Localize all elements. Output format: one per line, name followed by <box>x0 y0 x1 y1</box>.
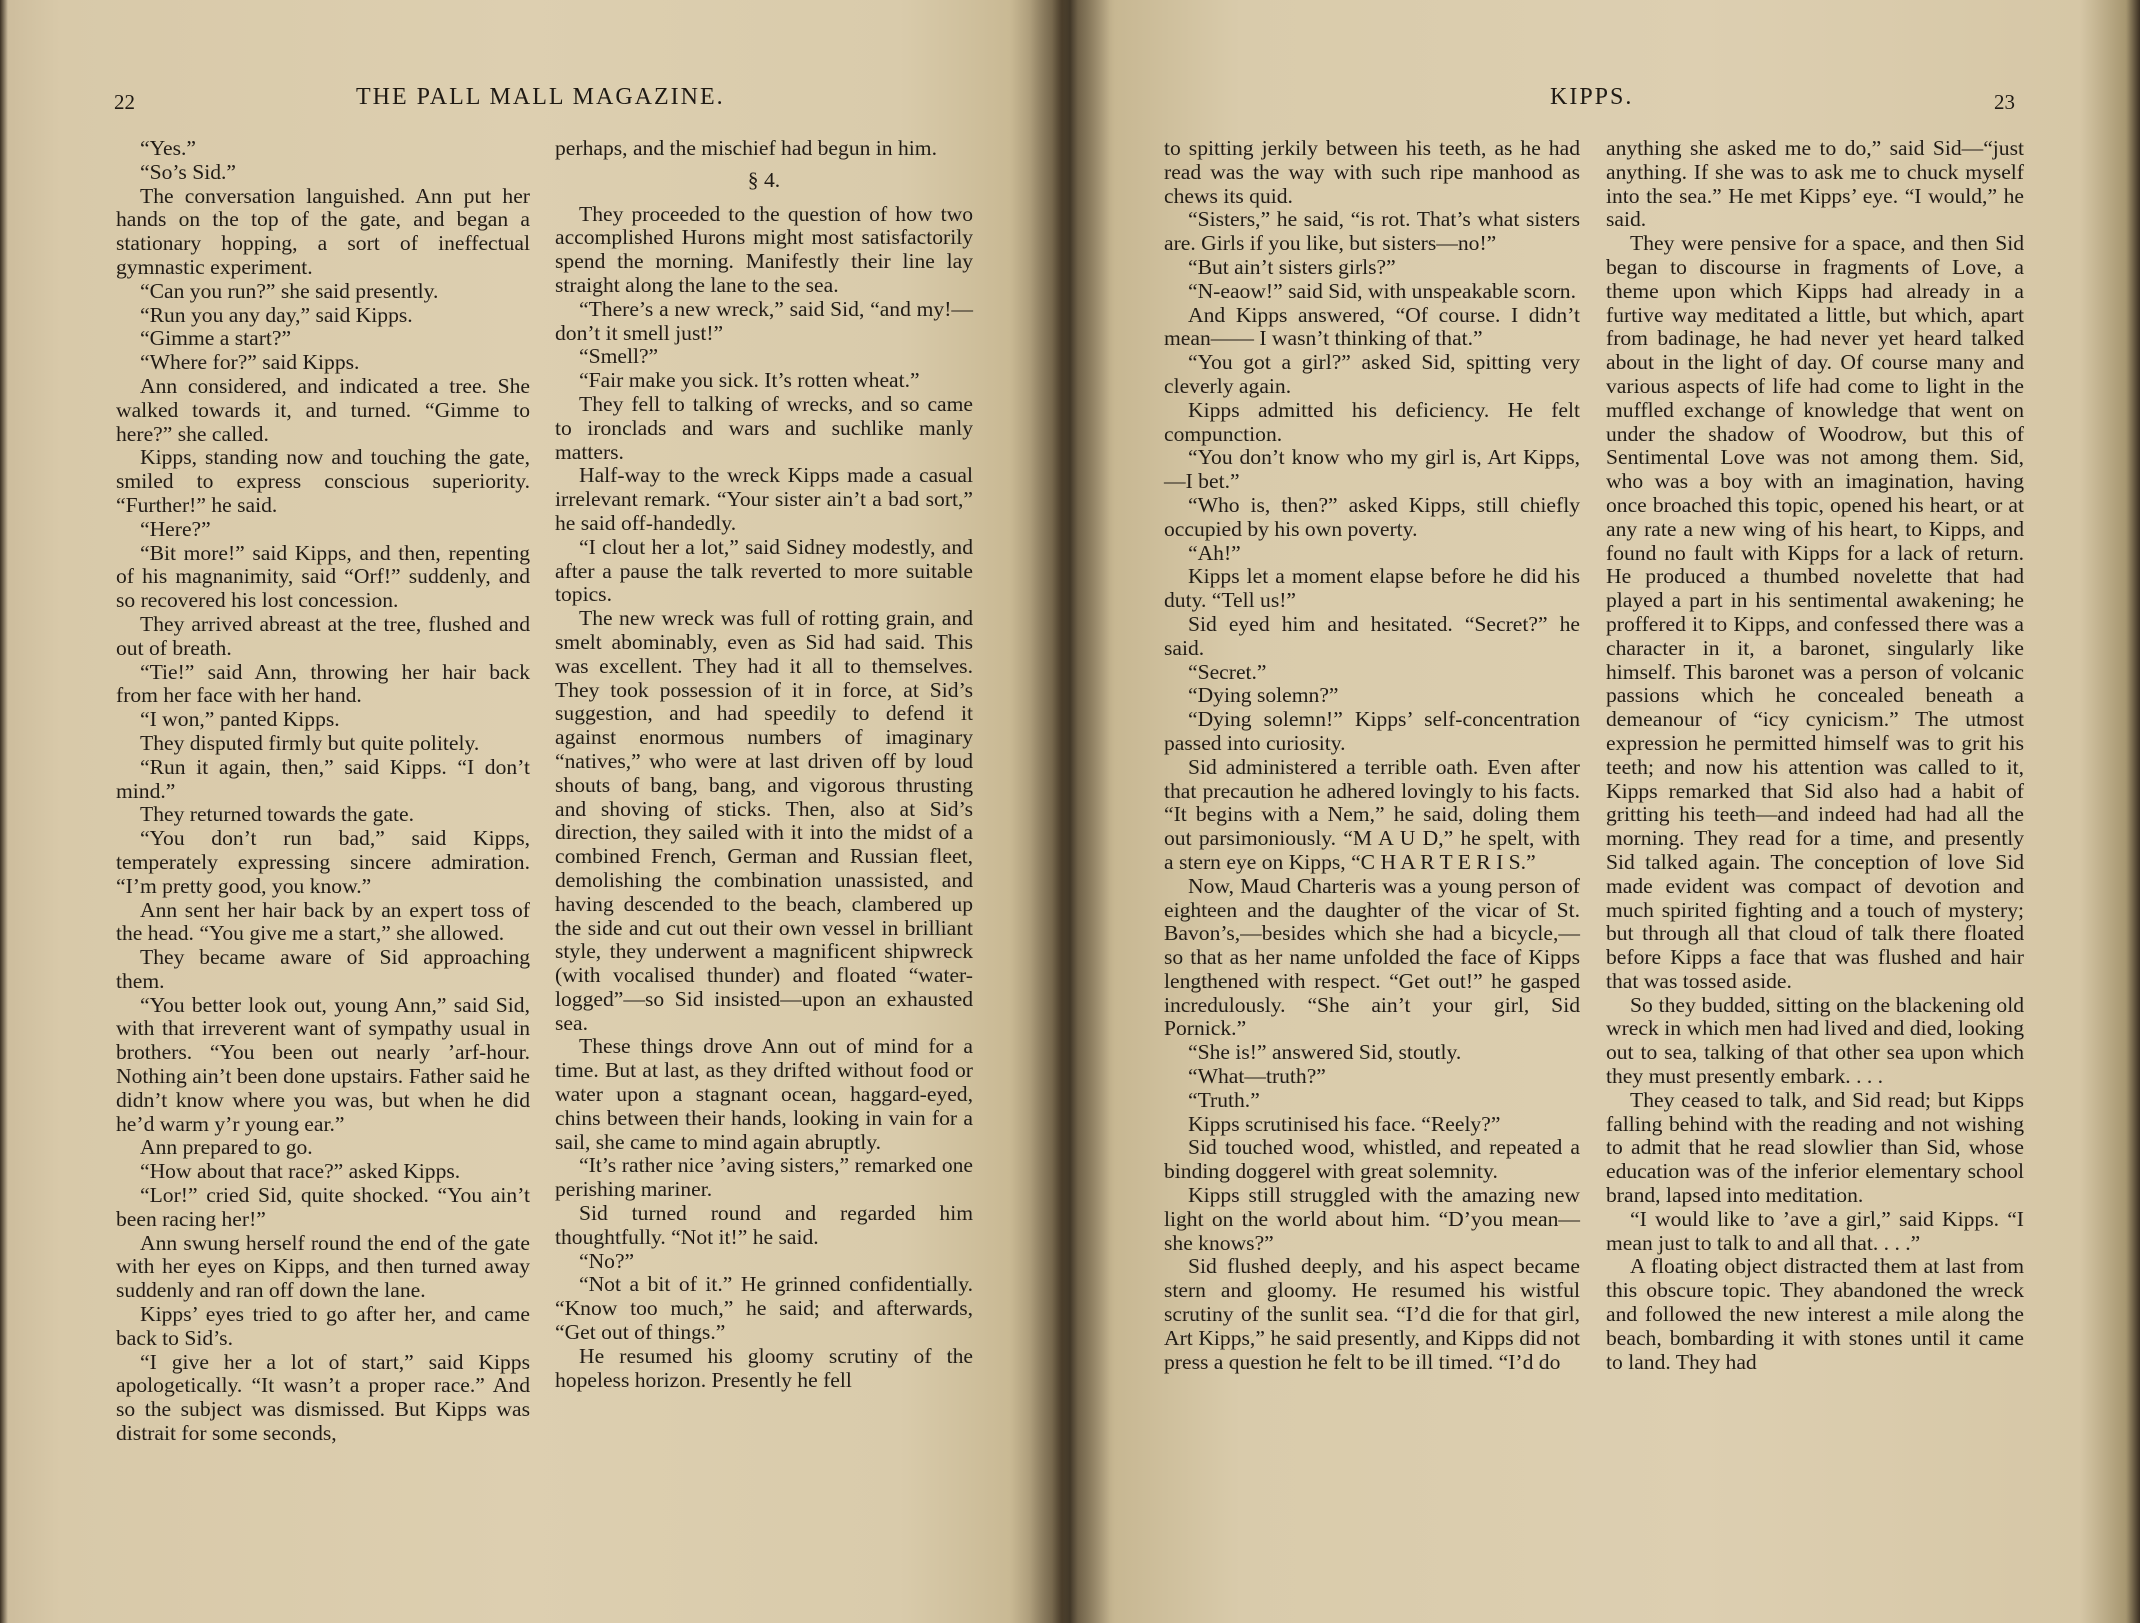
paragraph: “So’s Sid.” <box>140 159 236 184</box>
left-col1-paragraphs <box>116 137 530 1446</box>
paragraph: Kipps still struggled with the amazing new light on the world about him. “D’you mean—she knows?” <box>1164 1183 1580 1255</box>
paragraph: “I would like to ’ave a girl,” said Kipps. “I mean just to talk to and all that. . . .” <box>1606 1206 2024 1255</box>
paragraph: They were pensive for a space, and then Sid began to discourse in fragments of Love, a theme upon which Kipps had already in a furtive way meditated a little, but which, apart from badinage, he had never yet heard talked about in the light of day. Of course many and various aspects of life had come to light in the muffled exchange of knowledge that went on under the shadow of Woodrow, but this of Sentimental Love was not among them. Sid, who was a boy with an imagination, having once broached this topic, opened his heart, or at any rate a new wing of his heart, to Kipps, and found no fault with Kipps for a lack of return. He produced a thumbed novelette that had played a part in his sentimental awakening; he proffered it to Kipps, and confessed there was a character in it, a baronet, singularly like himself. This baronet was a person of volcanic passions which he concealed beneath a demeanour of “icy cynicism.” The utmost expression he permitted himself was to grit his teeth; and now his attention was called to it, Kipps remarked that Sid also had a habit of gritting his teeth—and indeed had had all the morning. They read for a time, and presently Sid talked again. The conception of love Sid made evident was compact of devotion and much spirited fighting and a touch of mystery; but through all that cloud of talk there floated before Kipps a face that was flushed and hair that was tossed aside. <box>1606 231 2024 993</box>
paragraph: These things drove Ann out of mind for a time. But at last, as they drifted without food or water upon a stagnant ocean, haggard-eyed, chins between their hands, looking in vain for a sail, she came to mind again abruptly. <box>555 1034 973 1154</box>
paragraph: “Not a bit of it.” He grinned confidentially. “Know too much,” he said; and afterwards, “Get out of things.” <box>555 1272 973 1345</box>
paragraph: “Can you run?” she said presently. <box>140 278 439 303</box>
paragraph: “Where for?” said Kipps. <box>140 350 360 375</box>
paragraph: A floating object distracted them at last from this obscure topic. They abandoned the wreck and followed the new interest a mile along the beach, bombarding it with stones until it came to land. They had <box>1606 1254 2024 1374</box>
right-page <box>1064 0 2140 1623</box>
paragraph: “Dying solemn?” <box>1188 683 1339 708</box>
paragraph: Kipps admitted his deficiency. He felt compunction. <box>1164 397 1580 446</box>
paragraph: Kipps scrutinised his face. “Reely?” <box>1188 1111 1501 1136</box>
paragraph: Ann sent her hair back by an expert toss of the head. “You give me a start,” she allowed. <box>116 897 530 946</box>
paragraph: “How about that race?” asked Kipps. <box>140 1159 461 1184</box>
paragraph: “Run it again, then,” said Kipps. “I don’t mind.” <box>116 754 530 803</box>
paragraph: “Who is, then?” asked Kipps, still chiefly occupied by his own poverty. <box>1164 492 1580 541</box>
paragraph: “She is!” answered Sid, stoutly. <box>1188 1040 1462 1065</box>
paragraph: “Bit more!” said Kipps, and then, repenting of his magnanimity, said “Orf!” suddenly, and so recovered his lost concession. <box>116 540 530 613</box>
right-col2-paragraphs <box>1606 232 2024 1374</box>
paragraph: And Kipps answered, “Of course. I didn’t mean—— I wasn’t thinking of that.” <box>1164 302 1580 351</box>
paragraph: “N-eaow!” said Sid, with unspeakable scorn. <box>1188 278 1576 303</box>
paragraph: They disputed firmly but quite politely. <box>140 730 480 755</box>
paragraph: “Truth.” <box>1188 1087 1260 1112</box>
right-running-head: KIPPS. <box>1550 84 1634 110</box>
paragraph: “You got a girl?” asked Sid, spitting very cleverly again. <box>1164 350 1580 398</box>
paragraph: So they budded, sitting on the blackening old wreck in which men had lived and died, looking out to sea, talking of that other sea upon which they must presently embark. . . . <box>1606 992 2024 1089</box>
paragraph: The new wreck was full of rotting grain, and smelt abominably, even as Sid had said. This was excellent. They had it all to themselves. They took possession of it in force, at Sid’s suggestion, and had speedily to defend it against enormous numbers of imaginary “natives,” who were at last driven off by loud shouts of bang, bang, and vigorous thrusting and shoving of sticks. Then, also at Sid’s direction, they sailed with it into the midst of a combined French, German and Russian fleet, demolishing the combination unassisted, and having descended to the beach, clambered up the side and cut out their own vessel in brilliant style, they underwent a magnificent shipwreck (with vocalised thunder) and floated “water-logged”—so Sid insisted—upon an exhausted sea. <box>555 606 973 1035</box>
paragraph: Now, Maud Charteris was a young person of eighteen and the daughter of the vicar of St. Bavon’s,—besides which she had a bicycle,—so that as her name unfolded the face of Kipps lengthened with respect. “Get out!” he gasped incredulously. “She ain’t your girl, Sid Pornick.” <box>1164 873 1580 1041</box>
left-column-1 <box>116 137 530 1446</box>
left-page <box>0 0 1060 1623</box>
paragraph: They arrived abreast at the tree, flushed and out of breath. <box>116 611 530 660</box>
left-column-2 <box>555 137 973 1392</box>
right-page-number: 23 <box>1994 90 2015 114</box>
paragraph: “I won,” panted Kipps. <box>140 707 340 732</box>
paragraph: “There’s a new wreck,” said Sid, “and my!—don’t it smell just!” <box>555 296 973 345</box>
paragraph: Sid administered a terrible oath. Even after that precaution he adhered lovingly to his facts. “It begins with a Nem,” he said, doling them out parsimoniously. “M A U D,” he spelt, with a stern eye on Kipps, “C H A R T E R I S.” <box>1164 754 1580 874</box>
right-col1-paragraphs <box>1164 208 1580 1374</box>
paragraph: They proceeded to the question of how two accomplished Hurons might most satisfactorily spend the morning. Manifestly their line lay straight along the lane to the sea. <box>555 201 973 297</box>
paragraph: “I give her a lot of start,” said Kipps apologetically. “It wasn’t a proper race.” And so the subject was dismissed. But Kipps was distrait for some seconds, <box>116 1349 530 1446</box>
paragraph: “Secret.” <box>1188 659 1267 684</box>
paragraph: “But ain’t sisters girls?” <box>1188 254 1396 279</box>
paragraph: “Lor!” cried Sid, quite shocked. “You ain’t been racing her!” <box>116 1183 530 1231</box>
section-mark: § 4. <box>747 167 781 192</box>
paragraph: They returned towards the gate. <box>140 802 415 827</box>
paragraph: “You don’t run bad,” said Kipps, temperately expressing sincere admiration. “I’m pretty good, you know.” <box>116 826 530 898</box>
paragraph: Ann prepared to go. <box>140 1135 313 1160</box>
paragraph: “No?” <box>579 1248 635 1273</box>
paragraph: “You don’t know who my girl is, Art Kipps,—I bet.” <box>1164 445 1580 494</box>
right-col2-lead: anything she asked me to do,” said Sid—“just anything. If she was to ask me to chuck myself into the sea.” He met Kipps’ eye. “I would,” he said. <box>1606 136 2024 232</box>
paragraph: “Smell?” <box>579 344 659 369</box>
left-running-head: THE PALL MALL MAGAZINE. <box>356 84 725 110</box>
paragraph: “Ah!” <box>1188 540 1241 565</box>
paragraph: Sid flushed deeply, and his aspect became stern and gloomy. He resumed his wistful scrutiny of the sunlit sea. “I’d die for that girl, Art Kipps,” he said presently, and Kipps did not press a question he felt to be ill timed. “I’d do <box>1164 1254 1580 1374</box>
paragraph: Ann considered, and indicated a tree. She walked towards it, and turned. “Gimme to here?” she called. <box>116 373 530 446</box>
paragraph: Half-way to the wreck Kipps made a casual irrelevant remark. “Your sister ain’t a bad sort,” he said off-handedly. <box>555 463 973 535</box>
paragraph: “Sisters,” he said, “is rot. That’s what sisters are. Girls if you like, but sisters—no!” <box>1164 207 1580 256</box>
paragraph: They fell to talking of wrecks, and so came to ironclads and wars and suchlike manly matters. <box>555 391 973 464</box>
paragraph: Sid touched wood, whistled, and repeated a binding doggerel with great solemnity. <box>1164 1135 1580 1184</box>
paragraph: He resumed his gloomy scrutiny of the hopeless horizon. Presently he fell <box>555 1343 973 1392</box>
left-col2-paragraphs <box>555 203 973 1393</box>
paragraph: “Yes.” <box>140 136 196 160</box>
paragraph: “What—truth?” <box>1188 1064 1326 1089</box>
paragraph: “Fair make you sick. It’s rotten wheat.” <box>579 368 920 393</box>
right-col1-lead: to spitting jerkily between his teeth, as he had read was the way with such ripe manhood as chews its quid. <box>1164 136 1580 208</box>
paragraph: The conversation languished. Ann put her hands on the top of the gate, and began a stationary hopping, a sort of ineffectual gymnastic experiment. <box>116 183 530 279</box>
paragraph: Kipps, standing now and touching the gate, smiled to express conscious superiority. “Further!” he said. <box>116 445 530 517</box>
paragraph: “Run you any day,” said Kipps. <box>140 302 413 327</box>
paragraph: They ceased to talk, and Sid read; but Kipps falling behind with the reading and not wishing to admit that he read slowlier than Sid, whose education was of the inferior elementary school brand, lapsed into meditation. <box>1606 1087 2024 1208</box>
paragraph: “Here?” <box>140 516 211 541</box>
paragraph: Sid turned round and regarded him thoughtfully. “Not it!” he said. <box>555 1201 973 1249</box>
left-col2-lead: perhaps, and the mischief had begun in him. <box>555 136 937 160</box>
left-page-number: 22 <box>114 90 135 114</box>
paragraph: “Gimme a start?” <box>140 326 292 351</box>
paragraph: Ann swung herself round the end of the gate with her eyes on Kipps, and then turned away suddenly and ran off down the lane. <box>116 1230 530 1303</box>
paragraph: Sid eyed him and hesitated. “Secret?” he said. <box>1164 611 1580 660</box>
paragraph: “Dying solemn!” Kipps’ self-concentration passed into curiosity. <box>1164 707 1580 755</box>
paragraph: “I clout her a lot,” said Sidney modestly, and after a pause the talk reverted to more suitable topics. <box>555 534 973 607</box>
paragraph: They became aware of Sid approaching them. <box>116 945 530 993</box>
right-column-2 <box>1606 137 2024 1374</box>
paragraph: “It’s rather nice ’aving sisters,” remarked one perishing mariner. <box>555 1153 973 1202</box>
paragraph: Kipps’ eyes tried to go after her, and came back to Sid’s. <box>116 1302 530 1350</box>
right-column-1 <box>1164 137 1580 1374</box>
paragraph: Kipps let a moment elapse before he did his duty. “Tell us!” <box>1164 564 1580 613</box>
paragraph: “You better look out, young Ann,” said Sid, with that irreverent want of sympathy usual in brothers. “You been out nearly ’arf-hour. Nothing ain’t been done upstairs. Father said he didn’t know where you was, but when he did he’d warm y’r young ear.” <box>116 992 530 1136</box>
paragraph: “Tie!” said Ann, throwing her hair back from her face with her hand. <box>116 659 530 708</box>
